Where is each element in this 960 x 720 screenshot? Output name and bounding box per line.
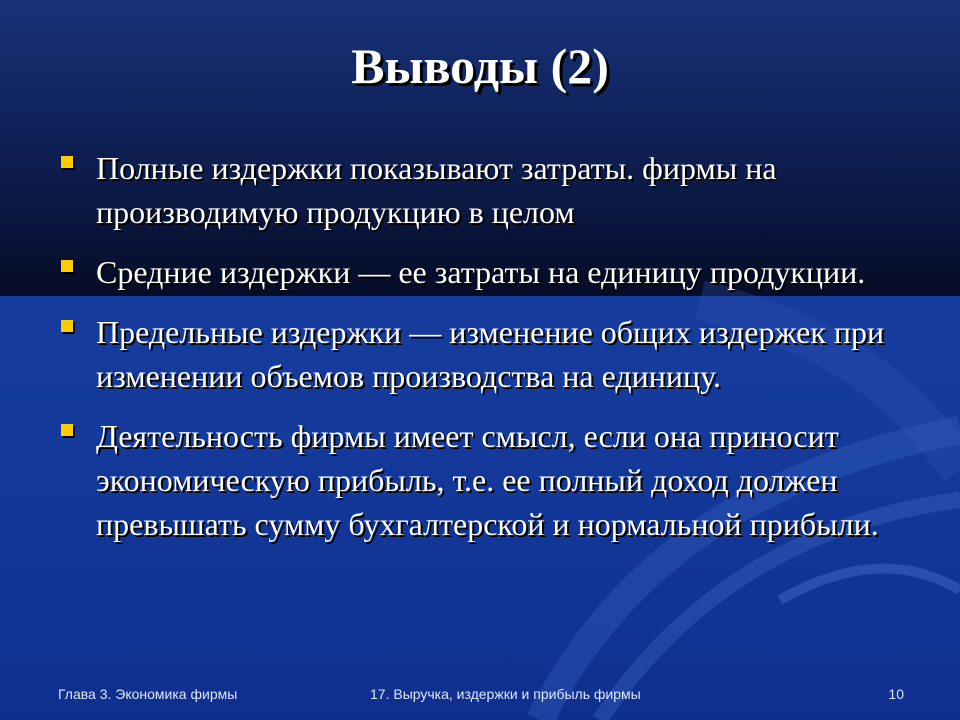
bullet-text: Деятельность фирмы имеет смысл, если она приносит экономическую прибыль, т.е. ее полный доход должен превышать сумму бухгалтерской и нормальной прибыли. [96, 418, 879, 542]
bullet-item [58, 414, 938, 546]
bullet-text: Полные издержки показывают затраты. фирмы на производимую продукцию в целом [96, 150, 777, 230]
square-bullet-icon [61, 320, 73, 332]
slide-title: Выводы (2) [351, 38, 609, 94]
footer-chapter: Глава 3. Экономика фирмы [58, 686, 238, 702]
bullet-text: Предельные издержки — изменение общих издержек при изменении объемов производства на единицу. [96, 314, 885, 394]
bullet-text: Средние издержки — ее затраты на единицу продукции. [96, 254, 866, 290]
bullet-item [58, 310, 938, 398]
square-bullet-icon [61, 260, 73, 272]
footer-section: 17. Выручка, издержки и прибыль фирмы [370, 686, 641, 702]
square-bullet-icon [61, 424, 73, 436]
square-bullet-icon [61, 156, 73, 168]
bullet-item [58, 146, 938, 234]
bullet-item [58, 250, 938, 294]
footer-page-number: 10 [888, 686, 904, 702]
bullet-list [58, 146, 938, 562]
